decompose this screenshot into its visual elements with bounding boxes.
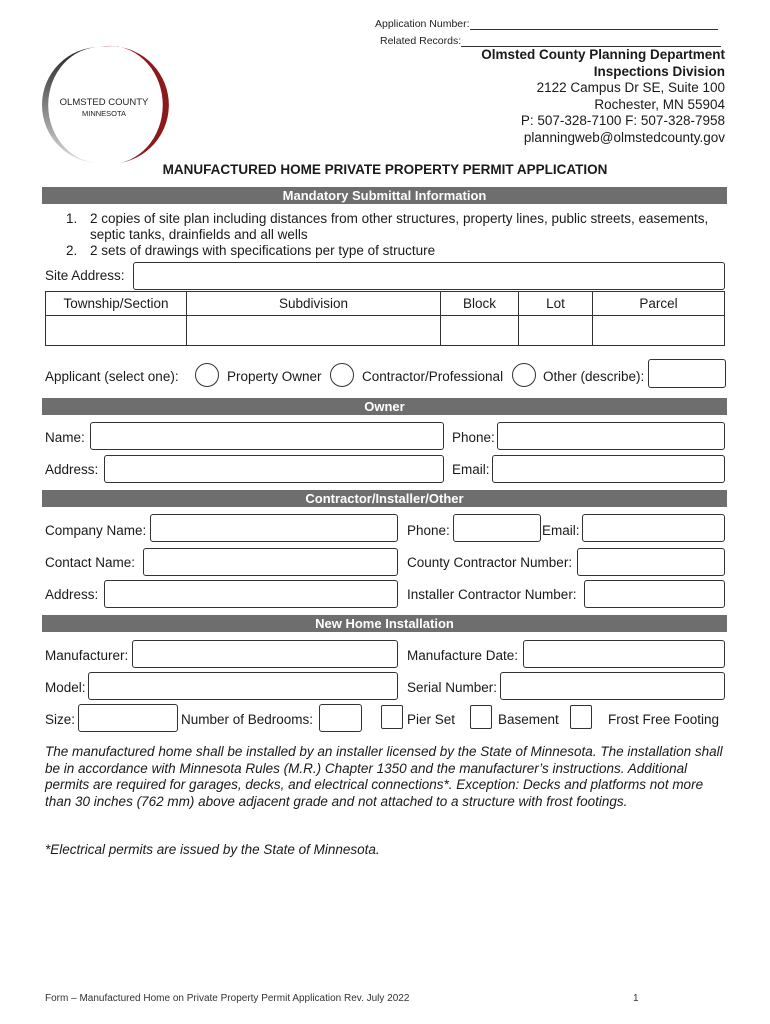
manufacturer-label: Manufacturer: (45, 648, 129, 663)
department-header (481, 47, 725, 146)
list-item-1: 2 copies of site plan including distances from other structures, property lines, public streets, easements, (90, 211, 709, 226)
logo-line2: MINNESOTA (81, 109, 127, 118)
owner-section-header: Owner (42, 398, 727, 415)
city-state-zip: Rochester, MN 55904 (594, 96, 725, 112)
mandatory-section-header: Mandatory Submittal Information (42, 187, 727, 204)
bedrooms-label: Number of Bedrooms: (181, 712, 314, 727)
col-township: Township/Section (46, 292, 187, 316)
page-number: 1 (633, 993, 639, 1004)
contractor-email-input[interactable] (582, 514, 725, 542)
lot-input[interactable] (519, 316, 593, 346)
owner-address-label: Address: (45, 462, 99, 477)
pier-set-checkbox[interactable] (381, 705, 403, 729)
bedrooms-input[interactable] (319, 704, 362, 732)
installer-contractor-number-input[interactable] (584, 580, 725, 608)
manufacture-date-label: Manufacture Date: (407, 648, 519, 663)
manufacturer-input[interactable] (132, 640, 398, 668)
parcel-input[interactable] (593, 316, 725, 346)
owner-email-label: Email: (452, 462, 490, 477)
owner-phone-label: Phone: (452, 430, 495, 445)
pier-set-label: Pier Set (407, 712, 456, 727)
col-parcel: Parcel (593, 292, 725, 316)
contact-name-label: Contact Name: (45, 555, 136, 570)
option-contractor: Contractor/Professional (362, 369, 504, 384)
installation-section-header: New Home Installation (42, 615, 727, 632)
county-contractor-number-input[interactable] (577, 548, 725, 576)
list-num-2: 2. (66, 243, 78, 258)
contractor-phone-label: Phone: (407, 523, 450, 538)
contact-name-input[interactable] (143, 548, 398, 576)
installer-contractor-number-label: Installer Contractor Number: (407, 587, 577, 602)
contractor-address-label: Address: (45, 587, 99, 602)
list-item-1-cont: septic tanks, drainfields and all wells (90, 227, 308, 242)
basement-label: Basement (498, 712, 559, 727)
application-number-label: Application Number: (375, 18, 470, 30)
owner-address-input[interactable] (104, 455, 444, 483)
serial-number-label: Serial Number: (407, 680, 498, 695)
list-item-2: 2 sets of drawings with specifications per type of structure (90, 243, 436, 258)
contractor-email-label: Email: (542, 523, 580, 538)
serial-number-input[interactable] (500, 672, 725, 700)
option-property-owner: Property Owner (227, 369, 322, 384)
county-logo (40, 42, 170, 167)
installation-note: The manufactured home shall be installed by an installer licensed by the State of Minnesota. The installation shall be in accordance with Minnesota Rules (M.R.) Chapter 1350 and the manufacturer’s instructions. Additional permits are required for garages, decks, and electrical connections*. Exception: Decks and platforms not more than 30 inches (762 mm) above adjacent grade and not attached to a structure with frost footings. (45, 744, 723, 809)
page-title: MANUFACTURED HOME PRIVATE PROPERTY PERMIT APPLICATION (162, 162, 608, 177)
company-name-input[interactable] (150, 514, 398, 542)
form-footer: Form – Manufactured Home on Private Property Permit Application Rev. July 2022 (45, 993, 410, 1004)
size-label: Size: (45, 712, 76, 727)
radio-contractor[interactable] (330, 363, 354, 387)
frost-free-checkbox[interactable] (570, 705, 592, 729)
manufacture-date-input[interactable] (523, 640, 725, 668)
col-block: Block (441, 292, 519, 316)
model-input[interactable] (88, 672, 398, 700)
division-name: Inspections Division (593, 63, 725, 79)
logo-line1: OLMSTED COUNTY (59, 97, 149, 108)
contractor-section-header: Contractor/Installer/Other (42, 490, 727, 507)
site-address-label: Site Address: (45, 268, 125, 283)
department-email: planningweb@olmstedcounty.gov (523, 129, 725, 145)
related-records-label: Related Records: (380, 35, 462, 47)
subdivision-input[interactable] (187, 316, 441, 346)
site-address-input[interactable] (133, 262, 725, 290)
applicant-label: Applicant (select one): (45, 369, 179, 384)
township-input[interactable] (46, 316, 187, 346)
application-number-line[interactable] (470, 29, 718, 30)
owner-name-label: Name: (45, 430, 85, 445)
site-table (45, 291, 725, 346)
related-records-row (380, 35, 721, 47)
frost-free-label: Frost Free Footing (608, 712, 720, 727)
col-lot: Lot (519, 292, 593, 316)
other-describe-input[interactable] (648, 359, 726, 388)
application-number-row (375, 18, 718, 30)
col-subdivision: Subdivision (187, 292, 441, 316)
department-name: Olmsted County Planning Department (481, 47, 725, 62)
owner-email-input[interactable] (492, 455, 725, 483)
radio-property-owner[interactable] (195, 363, 219, 387)
basement-checkbox[interactable] (470, 705, 492, 729)
street-address: 2122 Campus Dr SE, Suite 100 (536, 80, 725, 95)
contractor-phone-input[interactable] (453, 514, 541, 542)
owner-phone-input[interactable] (497, 422, 725, 450)
option-other: Other (describe): (543, 369, 645, 384)
electrical-note: *Electrical permits are issued by the State of Minnesota. (45, 842, 380, 857)
list-num-1: 1. (66, 211, 78, 226)
size-input[interactable] (78, 704, 178, 732)
block-input[interactable] (441, 316, 519, 346)
model-label: Model: (45, 680, 86, 695)
county-contractor-number-label: County Contractor Number: (407, 555, 573, 570)
company-name-label: Company Name: (45, 523, 147, 538)
radio-other[interactable] (512, 363, 536, 387)
phone-fax: P: 507-328-7100 F: 507-328-7958 (520, 113, 725, 128)
contractor-address-input[interactable] (104, 580, 398, 608)
owner-name-input[interactable] (90, 422, 444, 450)
